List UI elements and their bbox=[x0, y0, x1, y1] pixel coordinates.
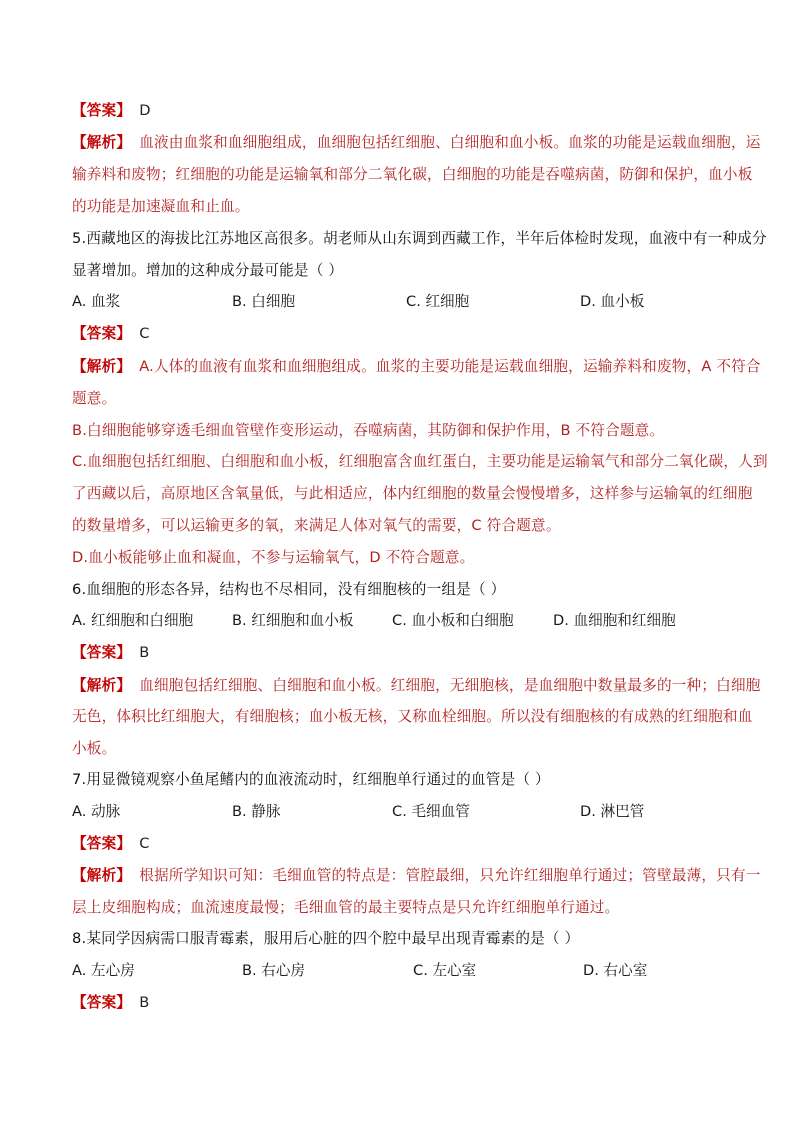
q7-option-d: D. 淋巴管 bbox=[580, 803, 645, 820]
q4-analysis-line-2: 输养料和废物；红细胞的功能是运输氧和部分二氧化碳，白细胞的功能是吞噬病菌，防御和保护，血小板 bbox=[72, 166, 753, 183]
analysis-tag: 【解析】 bbox=[72, 677, 132, 694]
q6-option-d: D. 血细胞和红细胞 bbox=[553, 612, 676, 629]
q7-answer-line bbox=[72, 834, 722, 854]
analysis-text: 血液由血浆和血细胞组成，血细胞包括红细胞、白细胞和血小板。血浆的功能是运载血细胞，运 bbox=[139, 134, 761, 151]
q5-stem-line-1: 5.西藏地区的海拔比江苏地区高很多。胡老师从山东调到西藏工作，半年后体检时发现，血液中有一种成分 bbox=[72, 230, 767, 247]
analysis-tag: 【解析】 bbox=[72, 134, 132, 151]
q5-option-c: C. 红细胞 bbox=[406, 293, 470, 310]
analysis-text: 血细胞包括红细胞、白细胞和血小板。红细胞，无细胞核，是血细胞中数量最多的一种；白细胞 bbox=[139, 677, 761, 694]
q4-analysis-line-3: 的功能是加速凝血和止血。 bbox=[72, 198, 250, 215]
q6-option-a: A. 红细胞和白细胞 bbox=[72, 612, 194, 629]
analysis-text: A.人体的血液有血浆和血细胞组成。血浆的主要功能是运载血细胞，运输养料和废物，A 不符合 bbox=[139, 358, 761, 375]
q6-analysis-line-1 bbox=[72, 676, 761, 696]
q6-answer-line bbox=[72, 643, 722, 663]
q4-analysis-line-1 bbox=[72, 133, 761, 153]
q5-analysis-line-4: C.血细胞包括红细胞、白细胞和血小板，红细胞富含血红蛋白，主要功能是运输氧气和部分二氧化碳，人到 bbox=[72, 453, 768, 470]
analysis-tag: 【解析】 bbox=[72, 867, 132, 884]
q5-analysis-line-3: B.白细胞能够穿透毛细血管壁作变形运动，吞噬病菌，其防御和保护作用，B 不符合题意。 bbox=[72, 422, 665, 439]
q5-analysis-line-1 bbox=[72, 357, 761, 377]
q8-option-a: A. 左心房 bbox=[72, 962, 135, 979]
q5-analysis-line-5: 了西藏以后，高原地区含氧量低，与此相适应，体内红细胞的数量会慢慢增多，这样参与运输氧的红细胞 bbox=[72, 485, 753, 502]
q7-analysis-line-1 bbox=[72, 866, 761, 886]
answer-value: C bbox=[139, 325, 150, 342]
q8-answer-line bbox=[72, 993, 722, 1013]
q6-option-c: C. 血小板和白细胞 bbox=[392, 612, 514, 629]
q8-option-b: B. 右心房 bbox=[242, 962, 306, 979]
q6-option-b: B. 红细胞和血小板 bbox=[232, 612, 354, 629]
q4-answer-line bbox=[72, 101, 722, 121]
answer-tag: 【答案】 bbox=[72, 994, 132, 1011]
analysis-tag: 【解析】 bbox=[72, 358, 132, 375]
q6-analysis-line-3: 小板。 bbox=[72, 740, 117, 757]
q8-option-c: C. 左心室 bbox=[413, 962, 477, 979]
q8-option-d: D. 右心室 bbox=[583, 962, 648, 979]
answer-tag: 【答案】 bbox=[72, 644, 132, 661]
answer-value: B bbox=[139, 994, 150, 1011]
answer-value: D bbox=[139, 102, 151, 119]
q5-option-d: D. 血小板 bbox=[580, 293, 645, 310]
q6-analysis-line-2: 无色，体积比红细胞大，有细胞核；血小板无核，又称血栓细胞。所以没有细胞核的有成熟的红细胞和血 bbox=[72, 708, 753, 725]
q8-stem-line-1: 8.某同学因病需口服青霉素，服用后心脏的四个腔中最早出现青霉素的是（ ） bbox=[72, 930, 580, 947]
answer-tag: 【答案】 bbox=[72, 102, 132, 119]
q6-stem-line-1: 6.血细胞的形态各异，结构也不尽相同，没有细胞核的一组是（ ） bbox=[72, 581, 506, 598]
q7-option-b: B. 静脉 bbox=[232, 803, 281, 820]
q5-analysis-line-6: 的数量增多，可以运输更多的氧，来满足人体对氧气的需要，C 符合题意。 bbox=[72, 517, 561, 534]
q5-analysis-line-7: D.血小板能够止血和凝血，不参与运输氧气，D 不符合题意。 bbox=[72, 549, 475, 566]
q7-analysis-line-2: 层上皮细胞构成；血流速度最慢；毛细血管的最主要特点是只允许红细胞单行通过。 bbox=[72, 899, 620, 916]
q7-stem-line-1: 7.用显微镜观察小鱼尾鳍内的血液流动时，红细胞单行通过的血管是（ ） bbox=[72, 771, 550, 788]
q5-option-a: A. 血浆 bbox=[72, 293, 121, 310]
answer-tag: 【答案】 bbox=[72, 325, 132, 342]
answer-tag: 【答案】 bbox=[72, 835, 132, 852]
answer-value: B bbox=[139, 644, 150, 661]
q5-option-b: B. 白细胞 bbox=[232, 293, 296, 310]
q5-stem-line-2: 显著增加。增加的这种成分最可能是（ ） bbox=[72, 262, 344, 279]
q7-option-a: A. 动脉 bbox=[72, 803, 121, 820]
answer-value: C bbox=[139, 835, 150, 852]
q5-analysis-line-2: 题意。 bbox=[72, 390, 117, 407]
q5-answer-line bbox=[72, 324, 722, 344]
analysis-text: 根据所学知识可知：毛细血管的特点是：管腔最细，只允许红细胞单行通过；管壁最薄，只有一 bbox=[139, 867, 761, 884]
q7-option-c: C. 毛细血管 bbox=[392, 803, 470, 820]
